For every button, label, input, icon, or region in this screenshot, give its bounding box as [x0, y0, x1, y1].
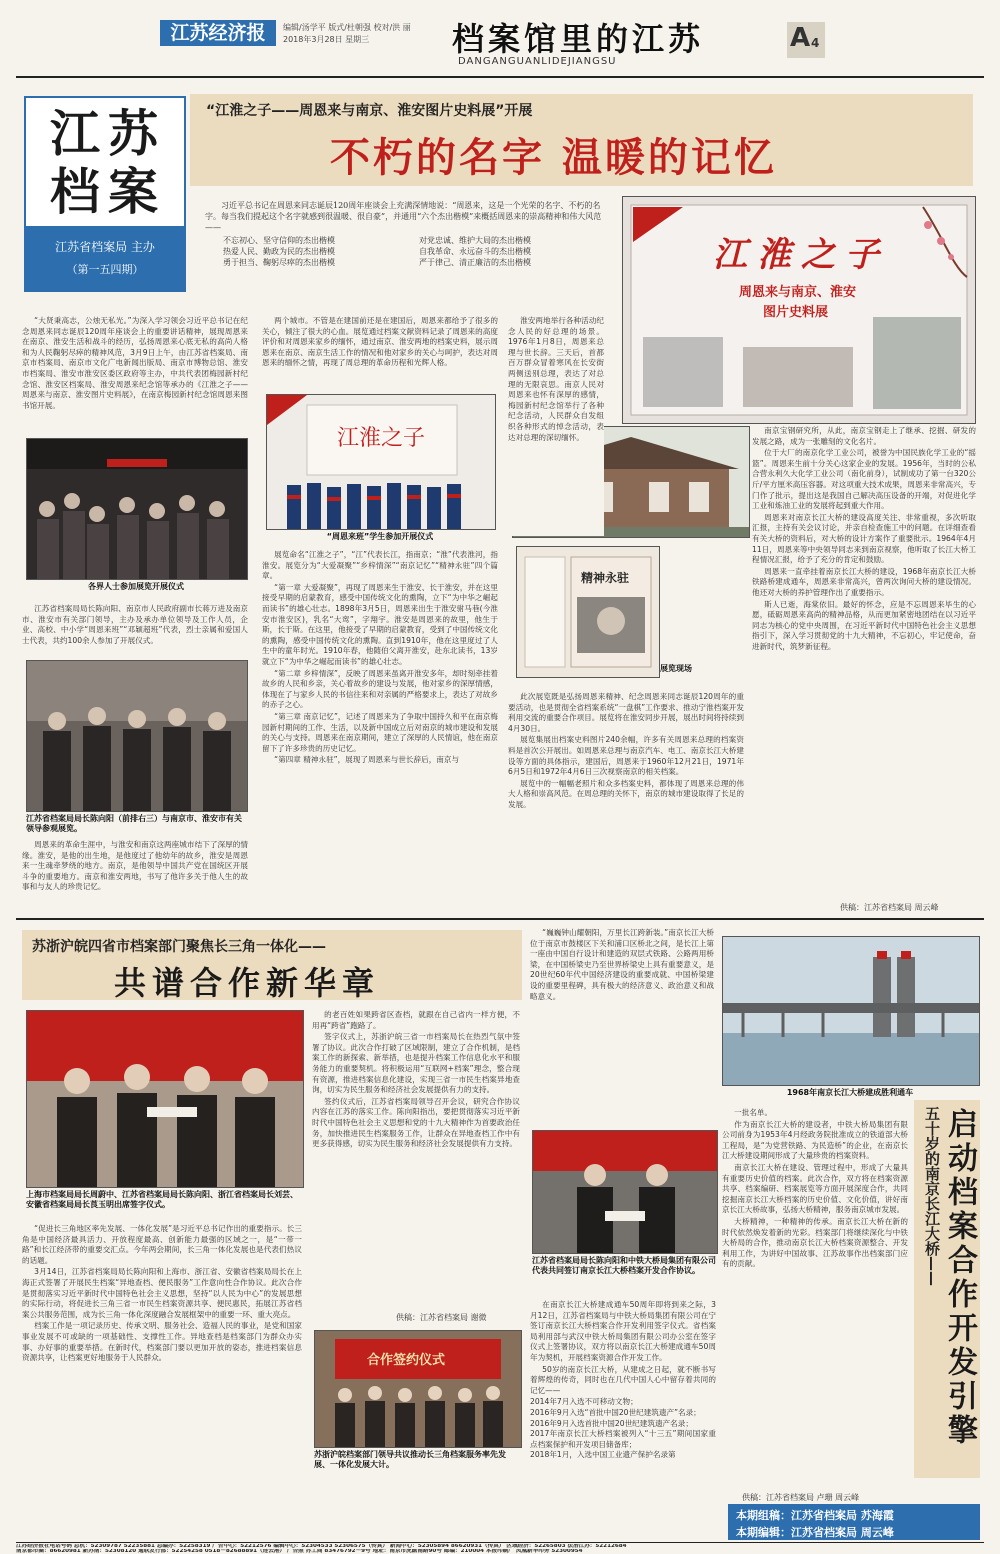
- article1-col2-mid: [262, 550, 498, 910]
- article2-col1-para2: 3月14日，江苏省档案局局长陈向阳和上海市、浙江省、安徽省档案局局长在上海正式签署了开展民生档案“异地查档、便民服务”工作意向性合作协议。此次合作是贯彻落实习近平新时代中国特色社会主义思想，坚持“以人民为中心”的发展思想的实际行动，将促进长三角三省一市民生档案资源共享、便民惠民，拓展江苏省档案公共服务范围，成为长三角一体化深度融合发展框架中的重要一环、重大亮点。: [22, 1267, 302, 1319]
- article1-col2-para1: 两个城市。不管是在建国前还是在建国后，周恩来都给予了很多的关心，倾注了很大的心血。展览通过档案文献资料记录了周恩来的高度评价和对周恩来家乡的缅怀，通过南京、淮安两地的档案史料，展示周恩来在南京、南京生活工作的情况和他对家乡的关心与呵护，表达对周恩来的缅怀之情，再现了周总理的革命历程和光辉人格。: [262, 316, 498, 368]
- caption-bridge-signing: 江苏省档案局局长陈向阳和中铁大桥局集团有限公司代表共同签订南京长江大桥档案开发合作协议。: [532, 1256, 716, 1275]
- photo-exhibition-hall: [516, 546, 660, 678]
- editor-box: [728, 1504, 980, 1540]
- article3-vertical-kicker: 五十岁的南京长江大桥——: [923, 1106, 941, 1286]
- page-letter: A: [790, 23, 811, 53]
- section-pinyin: DANGANGUANLIDEJIANGSU: [458, 56, 617, 67]
- paper-name-tab: [160, 20, 276, 46]
- page-number: [787, 22, 825, 58]
- article1-col4-para5: 斯人已逝，海棠依旧。最好的怀念，应是不忘周恩来毕生的心愿，砥砺周恩来高尚的精神品格，从而更加紧密地团结在以习近平同志为核心的党中央周围，在习近平新时代中国特色社会主义思想指引下，深入学习贯彻党的十九大精神，不忘初心，牢记使命，奋进新时代，筑梦新征程。: [752, 599, 976, 651]
- masthead-issue: （第一五四期）: [66, 263, 144, 276]
- bridge-illustration: [723, 937, 979, 1085]
- masthead-host: 江苏省档案局 主办: [55, 240, 155, 254]
- article3-vertical-headline: 启动档案合作开发引擎: [942, 1108, 977, 1448]
- article3-col1-para1: “巍巍钟山耀朝阳，万里长江跨新装。”南京长江大桥位于南京市鼓楼区下关和浦口区桥北之间，是长江上第一座由中国自行设计和建造的双层式铁路、公路两用桥梁，在中国桥梁史乃至世界桥梁史上具有重要意义，是20世纪60年代中国经济建设的重要成就、中国桥梁建设的重要里程碑，具有极大的经济意义、政治意义和战略意义。: [530, 928, 714, 1001]
- article1-col3-para3: 展览集展出档案史料图片240余幅，许多有关周恩来总理的档案资料是首次公开展出。如周恩来总理与南京汽车、电工、南京长江大桥建设等方面的具体指示，建国后，周恩来于1960年12月21日，1971年6月5日和1972年4月6日三次视察南京的相关档案。: [508, 735, 744, 777]
- article1-col2-para5: “第三章 南京记忆”，记述了周恩来为了争取中国持久和平在南京梅园新村期间的工作、生活，以及新中国成立后对南京的城市建设和发展的关心与支持。周恩来在南京期间，建立了深厚的人民情谊，他在南京留下了许多珍贵的历史记忆。: [262, 711, 498, 753]
- article1-col2-top: [262, 316, 498, 390]
- article2-headline: 共谱合作新华章: [114, 964, 381, 1002]
- article3-vertical-banner: [914, 1100, 980, 1478]
- photo-conference: [314, 1330, 522, 1448]
- bridge-honor-list: [530, 1397, 716, 1461]
- article1-col3-para1: 淮安两地举行各种活动纪念人民的好总理的场景。1976年1月8日，周恩来总理与世长辞。三天后，首都百万群众冒着寒风在长安街两侧送别总理，表达了对总理的无限哀思。南京人民对周恩来也怀有深厚的感情，梅园新村纪念馆举行了各种纪念活动，人民群众自发组织各种形式的悼念活动，表达对总理的深切缅怀。: [508, 316, 604, 442]
- leaders-illustration: [27, 661, 247, 811]
- article3-col1-bottom: [530, 1300, 716, 1540]
- model-item: 勇于担当、鞠躬尽瘁的杰出楷模: [223, 258, 335, 267]
- article2-kicker: 苏浙沪皖四省市档案部门聚焦长三角一体化——: [32, 939, 326, 955]
- header-editors: 编辑/汤学平 版式/杜朝强 校对/洪 丽: [283, 23, 411, 32]
- article1-col3-top: [508, 316, 604, 536]
- article1-col1-bottom: [22, 840, 248, 916]
- article3-col2-para3: 南京长江大桥在建设、管理过程中，形成了大量具有重要历史价值的档案。此次合作，双方将在档案资源共享、档案编研、档案展览等方面开展深度合作，共同挖掘南京长江大桥档案的历史价值、文化价值，讲好南京长江大桥故事，弘扬大桥精神，服务南京城市发展。: [722, 1162, 908, 1215]
- caption-signing: 上海市档案局局长周蔚中、江苏省档案局局长陈向阳、浙江省档案局长刘芸、安徽省档案局局长莨玉明出席签字仪式。: [26, 1190, 298, 1209]
- article1-headline: 不朽的名字 温暖的记忆: [330, 134, 777, 181]
- model-item: 对党忠诚、维护大局的杰出楷模: [419, 236, 531, 245]
- poster-title: 江淮之子: [713, 235, 889, 275]
- caption-exhibition: 展览现场: [660, 664, 692, 673]
- article3-col1-top: [530, 928, 714, 1124]
- article3-col2-para4: 大桥精神，一种精神的传承。南京长江大桥在新的时代依然焕发着新的光彩。档案部门将继续深化与中铁大桥局的合作，推动南京长江大桥档案资源整合、开发利用工作，为讲好中国故事、江苏故事作出档案部门应有的贡献。: [722, 1216, 908, 1269]
- article3-credit: 供稿：江苏省档案局 卢珊 周云峰: [742, 1493, 860, 1502]
- students-illustration: [267, 395, 495, 529]
- article1-col4-para2: 位于大厂的南京化学工业公司，被誉为中国民族化学工业的“摇篮”。周恩来生前十分关心这家企业的发展。1956年，当时的公私合营永利久大化学工业公司（南化前身），试制成功了第一台320公斤/平方厘米高压容器。对这项重大技术成果，周恩来非常高兴，专门作了批示，提出这是我国自己解决高压设备的开端，对促进化学工业和炼油工业的发展将起到重大作用。: [752, 448, 976, 511]
- article2-col2-para1: 的老百姓如果跨省区查档，就跟在自己省内一样方便，不用再“跨省”跑路了。: [312, 1010, 520, 1030]
- article1-col1-para1: “大贤秉高志，公烛无私光。”为深入学习领会习近平总书记在纪念周恩来同志诞辰120周年座谈会上的重要讲话精神，展现周恩来在南京、淮安生活和战斗的经历，弘扬周恩来心底无私的高尚人格和为人民鞠躬尽瘁的精神风范，3月9日上午，由江苏省档案局、南京市档案局、南京市文化广电新闻出版局、南京市博物总馆、淮安市档案局、淮安市淮安区委区政府等主办，中共代表团梅园新村纪念馆、淮安区档案局、淮安周恩来纪念馆等承办的《江淮之子——周恩来与南京、淮安图片史料展》，在南京梅园新村纪念馆周恩来图书馆开展。: [22, 316, 248, 410]
- article2-col1-para3: 档案工作是一项记录历史、传承文明、服务社会、造福人民的事业，是党和国家事业发展不可或缺的一项基础性、支撑性工作。异地查档是档案部门为群众办实事、办好事的重要举措。在新时代，档案部门要以更加开放的姿态，推进档案信息资源共享，让档案更好地服务于人民群众。: [22, 1321, 302, 1363]
- article3-col1-para3: 50岁的南京长江大桥，从建成之日起，就不断书写着辉煌的传奇，同时也在几代中国人心中留存着共同的记忆——: [530, 1364, 716, 1395]
- article1-col2-para4: “第二章 乡梓情深”，反映了周恩来虽离开淮安多年，却时刻牵挂着故乡的人民和乡亲，关心着故乡的建设与发展，他对家乡的深厚情感，体现在了与家乡人民的书信往来和对亲属的严格要求上，表达了对故乡的赤子之心。: [262, 668, 498, 710]
- caption-opening-ceremony: 各界人士参加展览开展仪式: [88, 582, 184, 591]
- article3-col2-para1: 一批名单。: [734, 1108, 773, 1117]
- editor-line-1: 本期组稿：江苏省档案局 苏海霞: [736, 1509, 894, 1522]
- article1-col1-para3: 周恩来的革命生涯中，与淮安和南京这两座城市结下了深厚的情缘。淮安，是他的出生地，是他度过了他幼年的故乡，淮安是周恩来一生魂牵梦绕的地方。南京，是他领导中国共产党在国统区开展斗争的重要地方。南京和淮安两地，书写了他许多关于他人生的故事和与友人的珍贵记忆。: [22, 840, 248, 892]
- poster-subtitle-2: 图片史料展: [763, 305, 829, 320]
- bridge-honor-item: 2018年1月，入选中国工业遗产保护名录第: [530, 1450, 676, 1460]
- article2-col1: [22, 1224, 302, 1524]
- article1-col1-para2: 江苏省档案局局长陈向阳、南京市人民政府副市长蒋万进及南京市、淮安市有关部门领导，主办及承办单位领导及工作人员，企业、高校、中小学“周恩来班”“邓颖超班”代表，烈士亲属和爱国人士代表，共约100余人参加了开展仪式。: [22, 604, 248, 645]
- model-item: 不忘初心、坚守信仰的杰出楷模: [223, 236, 335, 245]
- caption-bridge: 1968年南京长江大桥建成胜利通车: [786, 1088, 914, 1097]
- masthead-host-band: [26, 226, 184, 290]
- bridge-honor-item: 2017年南京长江大桥档案被列入“十三五”期间国家重点档案保护和开发项目储备库；: [530, 1429, 716, 1449]
- article2-banner: [22, 930, 522, 1000]
- article1-col4-para1: 南京宝钢研究所，从此，南京宝钢走上了继承、挖掘、研发的发展之路，成为一张雕刻的文化名片。: [752, 426, 976, 446]
- poster-photo: [622, 196, 976, 424]
- masthead-box: [24, 96, 186, 292]
- conference-banner-text: 合作签约仪式: [367, 1353, 446, 1368]
- caption-conference: 苏浙沪皖档案部门领导共议推动长三角档案服务率先发展、一体化发展大计。: [314, 1450, 506, 1469]
- article1-kicker: “江淮之子——周恩来与南京、淮安图片史料展”开展: [206, 103, 533, 119]
- article1-col4-para3: 周恩来对南京长江大桥的建设高度关注、非常重视，多次听取汇报，主持有关会议讨论，并亲自检查施工中的问题。在详细查看有关大桥的资料后，对大桥的设计方案作了重要批示。1964年4月11日，周恩来等中央领导同志来到南京视察，他听取了长江大桥工程情况汇报，给予了充分的肯定和鼓励。: [752, 512, 976, 565]
- divider-article1: [16, 918, 984, 920]
- photo-signing-ceremony: [26, 1010, 304, 1188]
- article1-col4: [752, 426, 976, 898]
- article1-banner: [190, 94, 973, 186]
- signing-illustration: [27, 1011, 303, 1187]
- editor-line-2: 本期编辑：江苏省档案局 周云峰: [736, 1526, 894, 1539]
- article2-col1-para1: “促进长三角地区率先发展、一体化发展”是习近平总书记作出的重要指示。长三角是中国经济最具活力、开放程度最高、创新能力最强的区域之一，是“一带一路”和长江经济带的重要交汇点。今年两会期间，长三角一体化发展也是代表们热议的话题。: [22, 1224, 302, 1265]
- article1-col4-para4: 周恩来一直牵挂着南京长江大桥的建设，1968年南京长江大桥铁路桥建成通车，周恩来非常高兴，曾两次询问大桥的建设情况。他还对大桥的养护管理作出了重要指示。: [752, 566, 976, 597]
- article1-col2-para3: “第一章 大爱凝聚”，再现了周恩来生于淮安、长于淮安，并在这里接受早期的启蒙教育，感受中国传统文化的熏陶，立下“为中华之崛起而读书”的雄心壮志。1898年3月5日，周恩来出生于淮安驸马巷(今淮安市淮安区)，乳名“大鸾”，字翔宇。淮安是周恩来的故里，他生于斯，长于斯。在这里，他接受了早期的启蒙教育，受到了中国传统文化的熏陶，感受中国传统文化的熏陶。直到1910年，他在这里度过了人生中的童年时光。1910年春，他随伯父离开淮安，赴东北读书，13岁就立下“为中华之崛起而读书”的雄心壮志。: [262, 582, 498, 666]
- article1-col3-bottom: [508, 692, 744, 910]
- section-title: 档案馆里的江苏: [452, 20, 705, 58]
- article1-credit: 供稿：江苏省档案局 周云峰: [840, 903, 939, 912]
- model-item: 热爱人民、勤政为民的杰出楷模: [223, 247, 335, 256]
- masthead-char-3: 档: [50, 162, 100, 221]
- exhibit-illustration: [517, 547, 659, 677]
- article3-col2-para2: 作为南京长江大桥的建设者，中铁大桥局集团有限公司前身为1953年4月经政务院批准成立的铁道部大桥工程局，是“为党营铁路、为民造桥”的企业，在南京长江大桥建设期间形成了大量珍贵的档案资料。: [722, 1119, 908, 1161]
- header-rule: [16, 76, 984, 78]
- article2-credit: 供稿：江苏省档案局 谢微: [396, 1313, 487, 1322]
- article1-intro-text: 习近平总书记在周恩来同志诞辰120周年座谈会上充满深情地说：“周恩来，这是一个光荣的名字、不朽的名字。每当我们提起这个名字就感到很温暖、很自豪”，并通用“六个杰出楷模”来概括周恩来的崇高精神和伟大风范——: [205, 201, 602, 232]
- poster-subtitle-1: 周恩来与南京、淮安: [739, 285, 857, 300]
- footer-rule: [16, 1542, 984, 1543]
- models-left: [205, 235, 419, 268]
- photo-students: [266, 394, 496, 530]
- masthead-char-4: 案: [108, 162, 158, 221]
- article1-intro: [205, 200, 615, 284]
- model-item: 自我革命、永远奋斗的杰出楷模: [419, 247, 531, 256]
- article1-col2-para6: “第四章 精神永驻”，展现了周恩来与世长辞后，南京与: [274, 755, 460, 765]
- photo-leaders-visit: [26, 660, 248, 812]
- caption-students: “周恩来班”学生参加开展仪式: [326, 532, 434, 541]
- bridge-honor-item: 2016年9月入选首批中国20世纪建筑遗产名录；: [530, 1418, 693, 1428]
- masthead-characters: [36, 106, 176, 224]
- bridge-honor-item: 2016年9月入选“首批中国20世纪建筑遗产”名录；: [530, 1407, 701, 1417]
- article1-col1-mid: [22, 604, 248, 656]
- article3-col2: [722, 1108, 908, 1490]
- footer-line-1: 江苏经济报社电话号码 总机：52309787 52235881 总编办：52258319 广告中心：52212576 编辑中心：52304533 52306575（传真） 新闻中心：52305894 86620931（传真） 区域经济：52265803 法治江苏：52212684: [16, 1544, 627, 1549]
- bridge-honor-item: 2014年7月入选不可移动文物；: [530, 1397, 638, 1407]
- bridge-signing-illustration: [533, 1131, 717, 1253]
- article1-col3-para2: 此次展览既是弘扬周恩来精神、纪念周恩来同志诞辰120周年的重要活动，也是贯彻全省档案系统“一盘棋”工作要求、推动宁淮档案开发利用交流的重要合作项目。展览将在淮安同步开展，展出时间将持续到4月30日。: [508, 692, 744, 733]
- article2-col2: [312, 1010, 520, 1308]
- page-digit: 4: [811, 36, 820, 50]
- model-item: 严于律己、清正廉洁的杰出楷模: [419, 258, 531, 267]
- article1-col3-para4: 展览中的一幅幅老照片和众多档案史料，都体现了周恩来总理的伟大人格和崇高风范。在周总理的关怀下，南京的城市建设取得了长足的发展。: [508, 778, 744, 809]
- photo-bridge: [722, 936, 980, 1086]
- crowd-illustration: [27, 439, 247, 579]
- photo-opening-ceremony: [26, 438, 248, 580]
- article2-col2-para2: 签字仪式上，苏浙沪皖三省一市档案局长在热烈气氛中签署了协议。此次合作打破了区域限制，建立了合作机制，是档案工作的新探索、新举措，也是提升档案工作信息化水平和服务能力的重要契机。将积极运用“互联网+档案”理念，整合现有资源，推进档案信息化建设，实现三省一市民生档案异地查询，切实为民生服务和经济社会发展提供有力的支持。: [312, 1032, 520, 1095]
- photo-bridge-signing: [532, 1130, 718, 1254]
- masthead-char-2: 苏: [108, 104, 158, 163]
- header-date: 2018年3月28日 星期三: [283, 35, 370, 44]
- caption-leaders-visit: 江苏省档案局局长陈向阳（前排右三）与南京市、淮安市有关领导参观展览。: [26, 814, 242, 833]
- article2-col2-para3: 签约仪式后，江苏省档案局领导召开会议，研究合作协议内容在江苏的落实工作。陈向阳指出，要把贯彻落实习近平新时代中国特色社会主义思想和党的十九大精神作为首要政治任务，加快推进民生档案服务工作，让群众在异地查档工作中有更多获得感，切实为民生服务和经济社会发展提供有力支持。: [312, 1096, 520, 1149]
- article3-col1-para2: 在南京长江大桥建成通车50周年即将到来之际，3月12日，江苏省档案局与中铁大桥局集团有限公司在宁签订南京长江大桥档案合作开发利用签字仪式。省档案局利用部与武汉中铁大桥局集团有限公司办公室在签字仪式上签署协议，双方将以南京长江大桥建成通车50周年为契机，开展档案资源合作开发工作。: [530, 1300, 716, 1362]
- article1-col1-top: [22, 316, 248, 434]
- models-right: [419, 235, 615, 268]
- svg-text:江淮之子: 江淮之子: [337, 426, 426, 451]
- masthead-char-1: 江: [50, 104, 100, 163]
- exhibit-label: 精神永驻: [581, 571, 630, 585]
- header-bar: [0, 0, 1000, 80]
- paper-name: 江苏经济报: [170, 22, 266, 44]
- footer-line-2: 南京都市圈：86620981 新苏南：52308120 通联发行部：52254258 0518－82688891（连云港） 广告照 苏工商 83476792－9号 地址：南京市虎踞南路90号 邮编：210004 本报印刷厂 凤凰新华印务 52300954: [16, 1549, 583, 1554]
- article1-col2-para2: 展览命名“江淮之子”，“江”代表长江，指南京；“淮”代表淮河，指淮安。展览分为“大爱凝聚”“乡梓情深”“南京记忆”“精神永驻”四个篇章。: [262, 550, 498, 581]
